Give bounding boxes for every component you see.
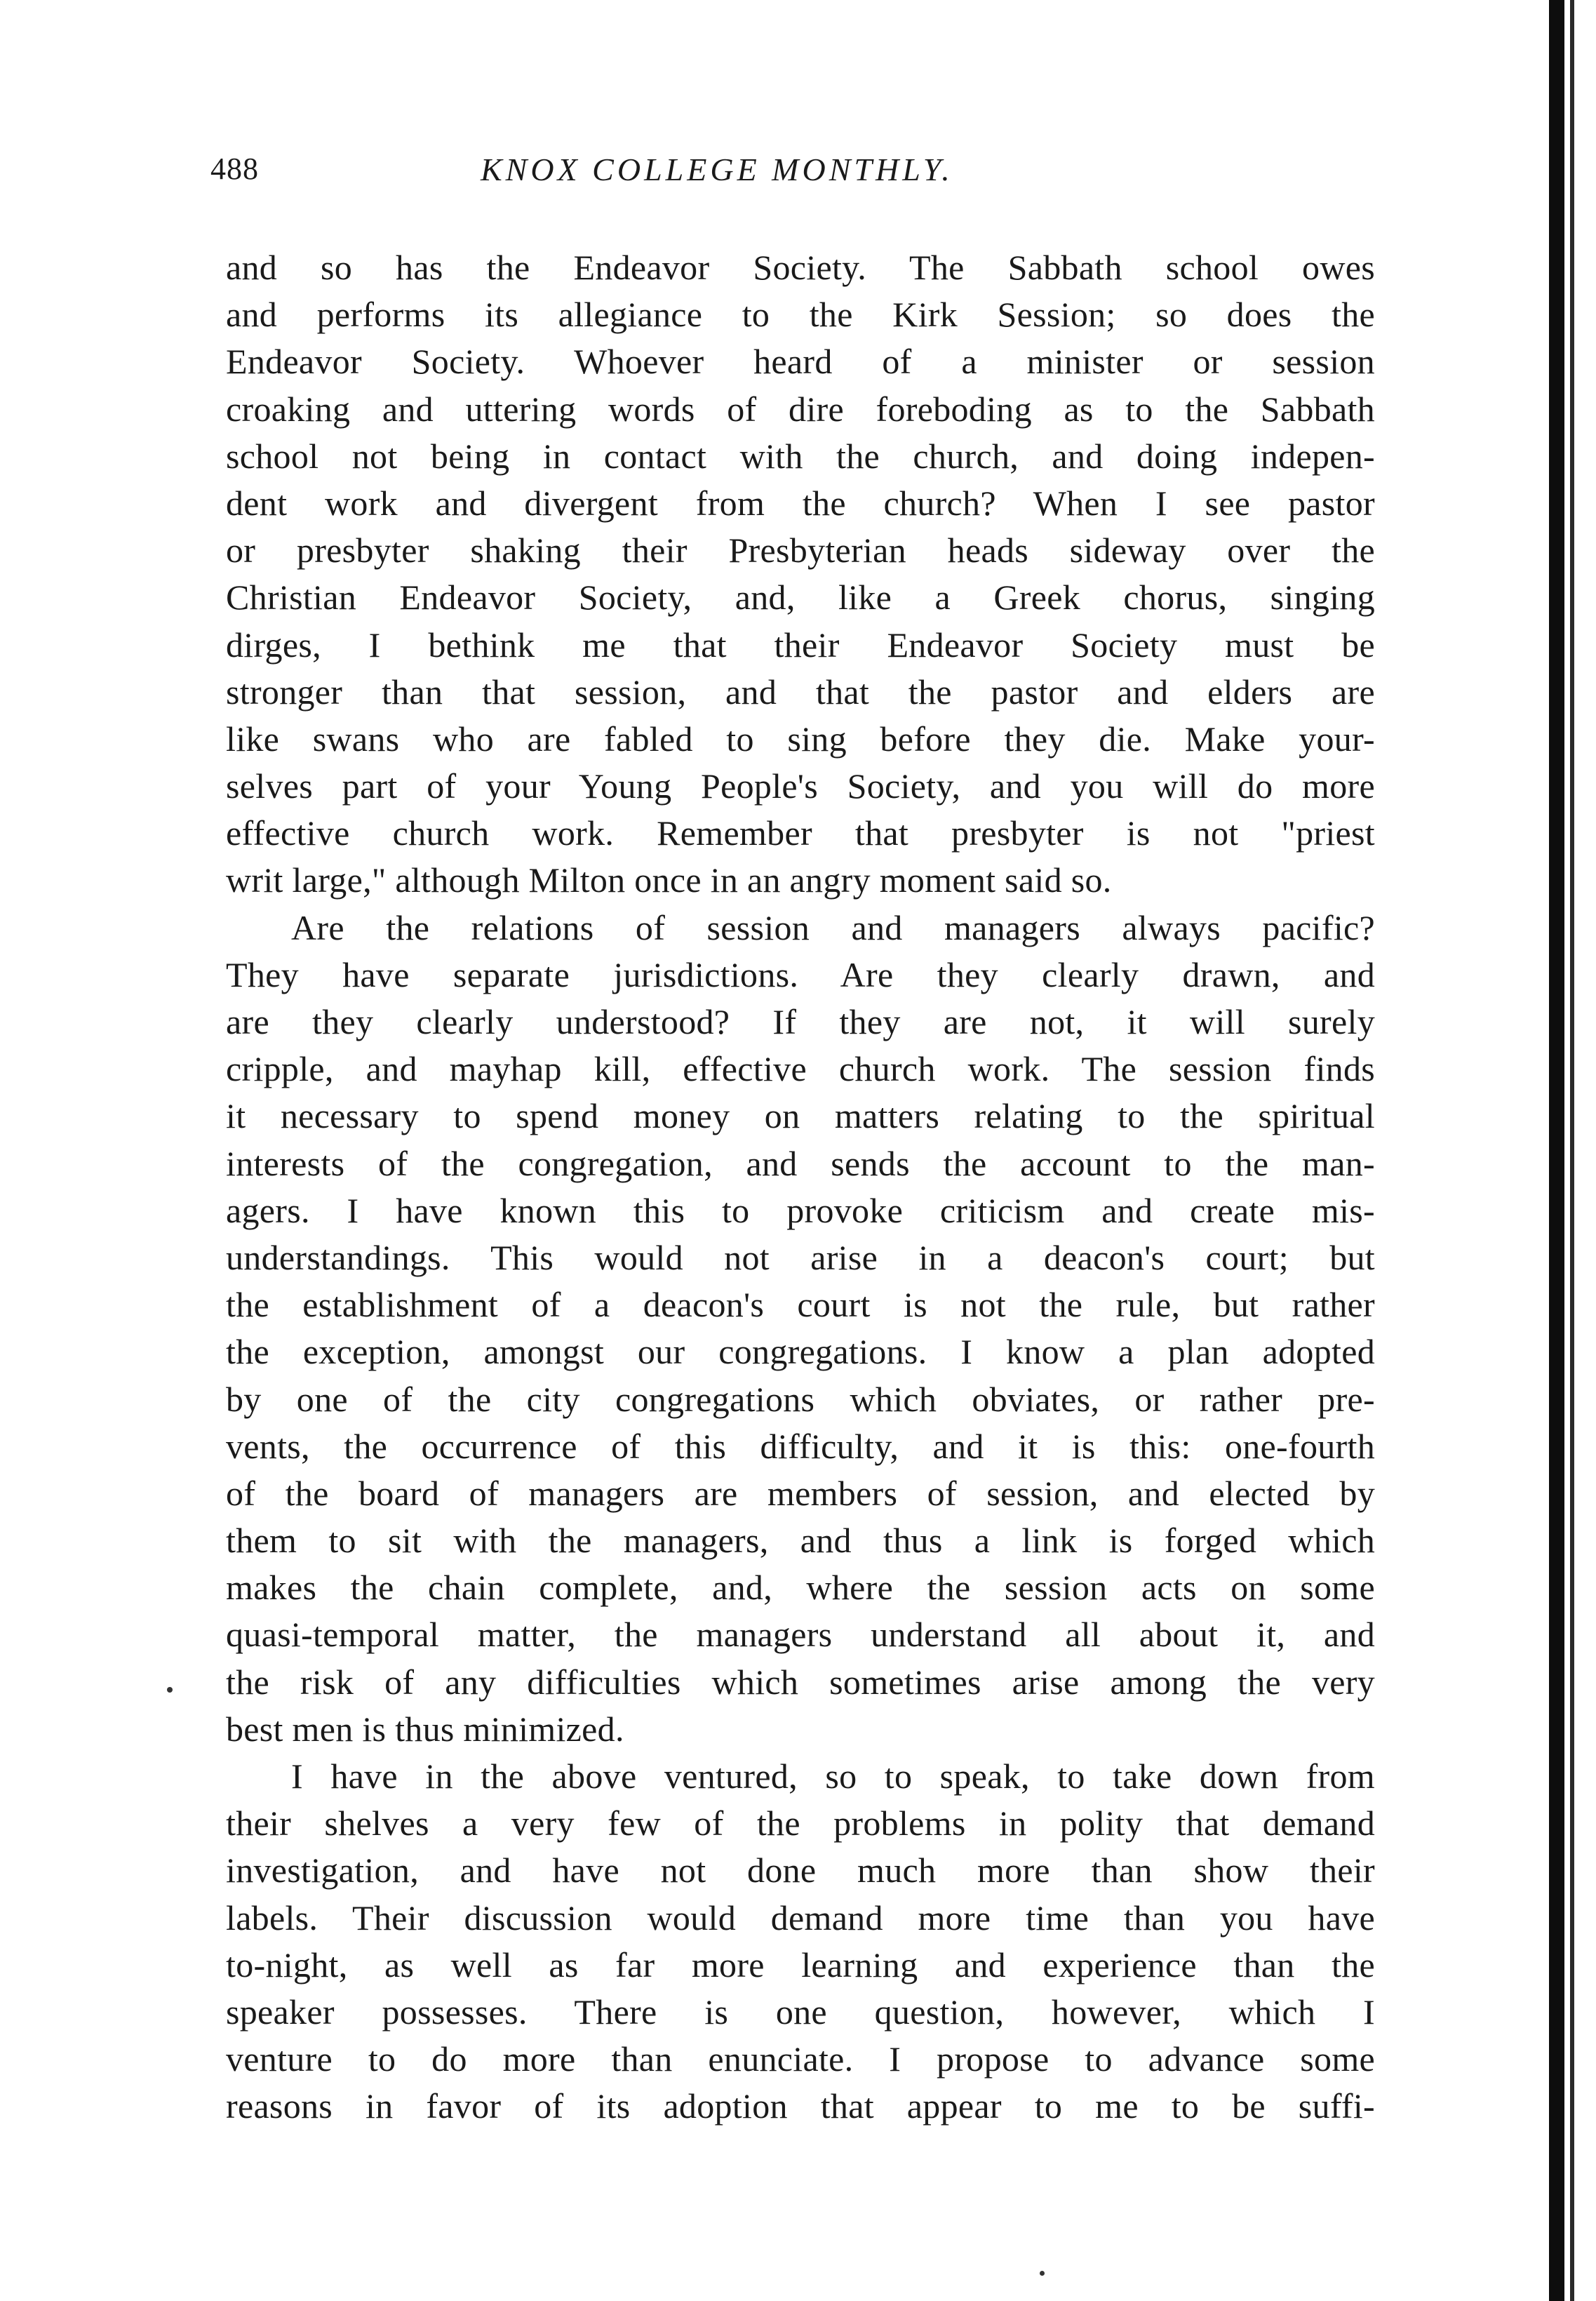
text-line: school not being in contact with the church, and doing indepen-: [226, 436, 1375, 476]
bottom-mark: [1040, 2271, 1045, 2276]
paragraph: [226, 905, 1375, 1753]
text-line: I have in the above ventured, so to speak, to take down from: [291, 1756, 1375, 1796]
text-line: and so has the Endeavor Society. The Sabbath school owes: [226, 248, 1375, 287]
text-line: understandings. This would not arise in a deacon's court; but: [226, 1237, 1375, 1277]
text-line: them to sit with the managers, and thus a link is forged which: [226, 1521, 1375, 1561]
text-line: the establishment of a deacon's court is not the rule, but rather: [226, 1285, 1375, 1325]
text-line: vents, the occurrence of this difficulty, and it is this: one-fourth: [226, 1426, 1375, 1466]
text-line: interests of the congregation, and sends the account to the man-: [226, 1143, 1375, 1183]
text-line: stronger than that session, and that the pastor and elders are: [226, 672, 1375, 712]
text-line: venture to do more than enunciate. I propose to advance some: [226, 2039, 1375, 2079]
text-line: to-night, as well as far more learning and experience than the: [226, 1945, 1375, 1985]
text-line: They have separate jurisdictions. Are they clearly drawn, and: [226, 954, 1375, 994]
text-line: dent work and divergent from the church? When I see pastor: [226, 483, 1375, 523]
text-line: Endeavor Society. Whoever heard of a minister or session: [226, 342, 1375, 382]
running-header: [210, 151, 1375, 200]
paragraph: [226, 1753, 1375, 2130]
running-title: KNOX COLLEGE MONTHLY.: [481, 152, 953, 187]
text-line: makes the chain complete, and, where the session acts on some: [226, 1568, 1375, 1608]
text-line: cripple, and mayhap kill, effective church work. The session finds: [226, 1049, 1375, 1089]
text-line: effective church work. Remember that presbyter is not "priest: [226, 813, 1375, 853]
text-line: Are the relations of session and managers always pacific?: [291, 907, 1375, 947]
text-line: by one of the city congregations which obviates, or rather pre-: [226, 1379, 1375, 1419]
text-line: croaking and uttering words of dire foreboding as to the Sabbath: [226, 389, 1375, 429]
text-line: reasons in favor of its adoption that appear to me to be suffi-: [226, 2086, 1375, 2126]
text-line: and performs its allegiance to the Kirk Session; so does the: [226, 295, 1375, 335]
text-line: or presbyter shaking their Presbyterian heads sideway over the: [226, 531, 1375, 571]
text-line: quasi-temporal matter, the managers understand all about it, and: [226, 1615, 1375, 1655]
body-text: [226, 244, 1375, 2130]
text-line: are they clearly understood? If they are not, it will surely: [226, 1002, 1375, 1041]
page-number: 488: [210, 152, 259, 186]
text-line: selves part of your Young People's Society, and you will do more: [226, 766, 1375, 806]
text-line: like swans who are fabled to sing before they die. Make your-: [226, 719, 1375, 759]
text-line: dirges, I bethink me that their Endeavor Society must be: [226, 625, 1375, 665]
margin-mark: [167, 1687, 173, 1693]
text-line: investigation, and have not done much more than show their: [226, 1850, 1375, 1890]
text-line: writ large," although Milton once in an angry moment said so.: [226, 860, 1112, 900]
text-line: it necessary to spend money on matters relating to the spiritual: [226, 1096, 1375, 1136]
text-line: labels. Their discussion would demand more time than you have: [226, 1898, 1375, 1937]
text-line: their shelves a very few of the problems in polity that demand: [226, 1803, 1375, 1843]
binding-edge-shadow: [1549, 0, 1564, 2301]
paragraph: [226, 244, 1375, 905]
binding-edge-line: [1570, 0, 1574, 2301]
text-line: Christian Endeavor Society, and, like a Greek chorus, singing: [226, 578, 1375, 618]
text-line: agers. I have known this to provoke criticism and create mis-: [226, 1190, 1375, 1230]
text-line: of the board of managers are members of session, and elected by: [226, 1473, 1375, 1513]
text-line: the risk of any difficulties which sometimes arise among the very: [226, 1662, 1375, 1702]
text-line: best men is thus minimized.: [226, 1709, 624, 1749]
text-line: speaker possesses. There is one question, however, which I: [226, 1992, 1375, 2032]
text-line: the exception, amongst our congregations. I know a plan adopted: [226, 1332, 1375, 1372]
